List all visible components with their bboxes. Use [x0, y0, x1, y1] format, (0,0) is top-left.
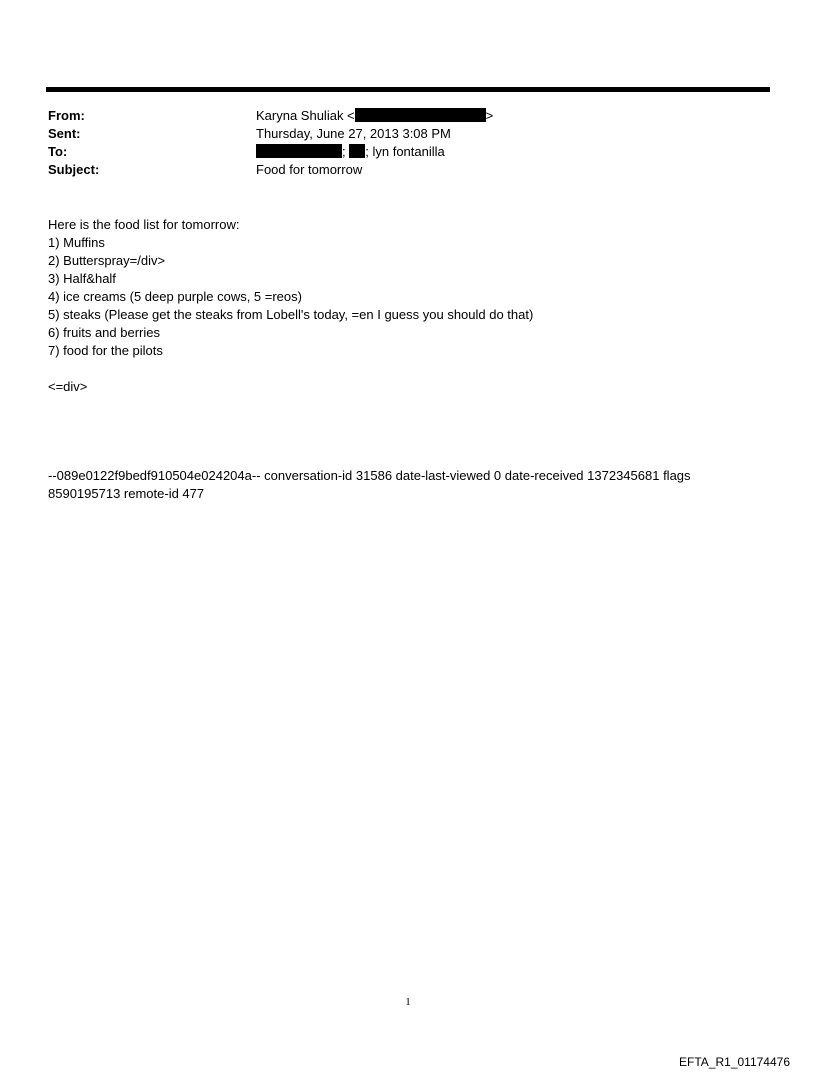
to-value: [256, 143, 748, 161]
email-header: [48, 107, 748, 179]
list-item: 5) steaks (Please get the steaks from Lobell's today, =en I guess you should do that): [48, 307, 534, 322]
subject-value: Food for tomorrow: [256, 162, 363, 177]
page-number: 1: [405, 996, 411, 1008]
body-closing: <=div>: [48, 379, 88, 394]
body-intro: Here is the food list for tomorrow:: [48, 217, 240, 232]
list-item: 1) Muffins: [48, 235, 105, 250]
from-value: [256, 107, 748, 125]
sent-value: Thursday, June 27, 2013 3:08 PM: [256, 126, 451, 141]
to-recipient: ; lyn fontanilla: [365, 144, 445, 159]
to-label: To:: [48, 144, 68, 159]
from-label: From:: [48, 108, 85, 123]
list-item: 3) Half&half: [48, 271, 116, 286]
from-suffix: >: [485, 108, 494, 123]
from-row: [48, 107, 748, 125]
header-rule: [46, 87, 770, 92]
to-separator: ;: [342, 144, 346, 159]
document-id: EFTA_R1_01174476: [679, 1055, 790, 1069]
list-item: 6) fruits and berries: [48, 325, 160, 340]
subject-row: [48, 161, 748, 179]
list-item: 7) food for the pilots: [48, 343, 163, 358]
from-name: Karyna Shuliak <: [256, 108, 355, 123]
message-metadata: --089e0122f9bedf910504e024204a-- conversation-id 31586 date-last-viewed 0 date-received 1372345681 flags 8590195713 remote-id 477: [48, 468, 691, 501]
list-item: 2) Butterspray=/div>: [48, 253, 166, 268]
list-item: 4) ice creams (5 deep purple cows, 5 =reos): [48, 289, 302, 304]
to-row: [48, 143, 748, 161]
redaction-box: [355, 108, 486, 122]
spacer: [48, 360, 768, 378]
sent-row: [48, 125, 748, 143]
subject-label: Subject:: [48, 162, 100, 177]
redaction-box: [256, 144, 342, 158]
sent-label: Sent:: [48, 126, 81, 141]
redaction-box: [349, 144, 365, 158]
email-body: [48, 216, 768, 396]
